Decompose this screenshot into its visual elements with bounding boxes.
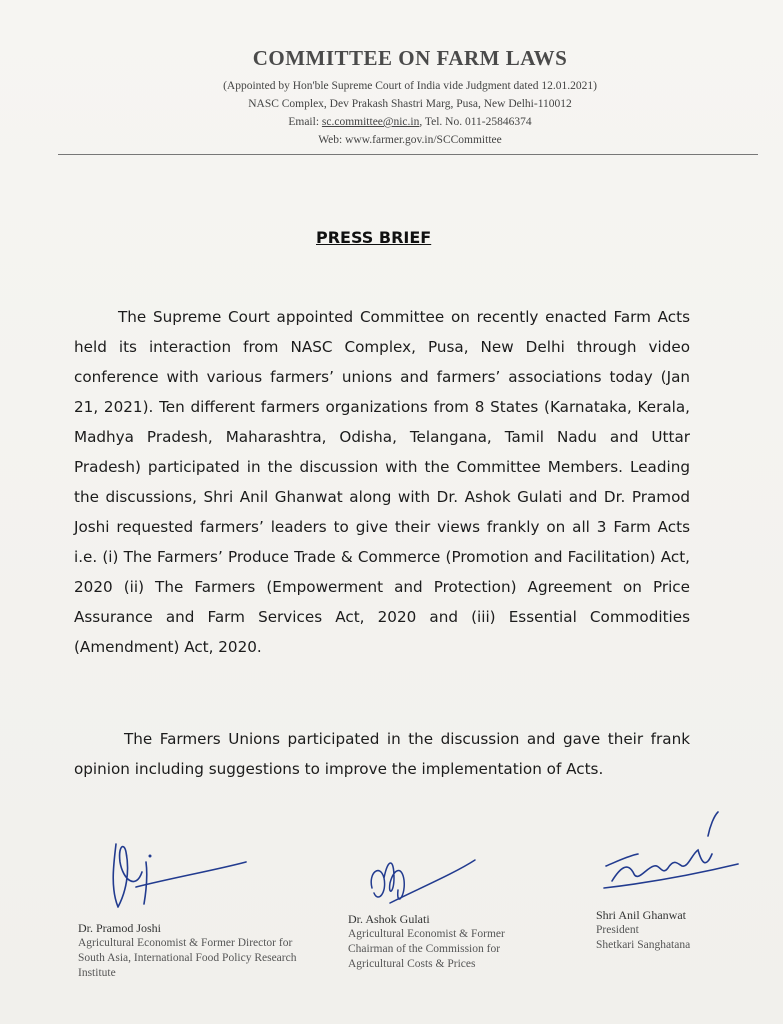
signatory-title: President (596, 924, 639, 936)
body-paragraph-1: The Supreme Court appointed Committee on recently enacted Farm Acts held its interaction from NASC Complex, Pusa, New Delhi through video conference with various farmers’ unions and farmers’ associations today (Jan 21, 2021). Ten different farmers organizations from 8 States (Karnataka, Kerala, Madhya Pradesh, Maharashtra, Odisha, Telangana, Tamil Nadu and Uttar Pradesh) participated in the discussion with the Committee Members. Leading the discussions, Shri Anil Ghanwat along with Dr. Ashok Gulati and Dr. Pramod Joshi requested farmers’ leaders to give their views frankly on all 3 Farm Acts i.e. (i) The Farmers’ Produce Trade & Commerce (Promotion and Facilitation) Act, 2020 (ii) The Farmers (Empowerment and Protection) Agreement on Price Assurance and Farm Services Act, 2020 and (iii) Essential Commodities (Amendment) Act, 2020. (74, 308, 690, 656)
body-paragraph-2: The Farmers Unions participated in the discussion and gave their frank opinion including suggestions to improve the implementation of Acts. (74, 730, 690, 778)
signatory-name: Dr. Ashok Gulati (348, 912, 430, 926)
signatory-title: Agricultural Costs & Prices (348, 958, 476, 970)
letterhead-title: COMMITTEE ON FARM LAWS (252, 46, 568, 70)
email-label: Email: (288, 116, 322, 128)
page-title: PRESS BRIEF (316, 228, 432, 247)
signatory-title: Agricultural Economist & Former Director for (78, 937, 293, 949)
letterhead (60, 46, 760, 149)
signatory-name: Dr. Pramod Joshi (78, 921, 162, 935)
email-link[interactable]: sc.committee@nic.in (321, 116, 420, 128)
signatory-ashok-gulati (348, 912, 548, 972)
signatory-anil-ghanwat (596, 908, 766, 953)
letterhead-appointment: (Appointed by Hon'ble Supreme Court of India vide Judgment dated 12.01.2021) (223, 80, 597, 92)
signature-pramod-joshi (96, 832, 256, 922)
signatory-title: South Asia, International Food Policy Research (78, 952, 297, 964)
signatory-name: Shri Anil Ghanwat (596, 908, 686, 922)
signature-anil-ghanwat (598, 806, 748, 901)
signatory-pramod-joshi (78, 921, 348, 981)
signatory-title: Shetkari Sanghatana (596, 939, 691, 951)
signatory-title: Agricultural Economist & Former (348, 928, 505, 940)
signatory-title: Chairman of the Commission for (348, 943, 501, 955)
letterhead-contact (60, 113, 760, 131)
phone-number: , Tel. No. 011-25846374 (419, 116, 532, 128)
signature-ashok-gulati (360, 848, 490, 918)
signatory-title: Institute (78, 967, 116, 979)
letterhead-address: NASC Complex, Dev Prakash Shastri Marg, Pusa, New Delhi-110012 (248, 98, 572, 110)
letterhead-divider (58, 154, 758, 155)
letterhead-web: Web: www.farmer.gov.in/SCCommittee (318, 134, 502, 146)
